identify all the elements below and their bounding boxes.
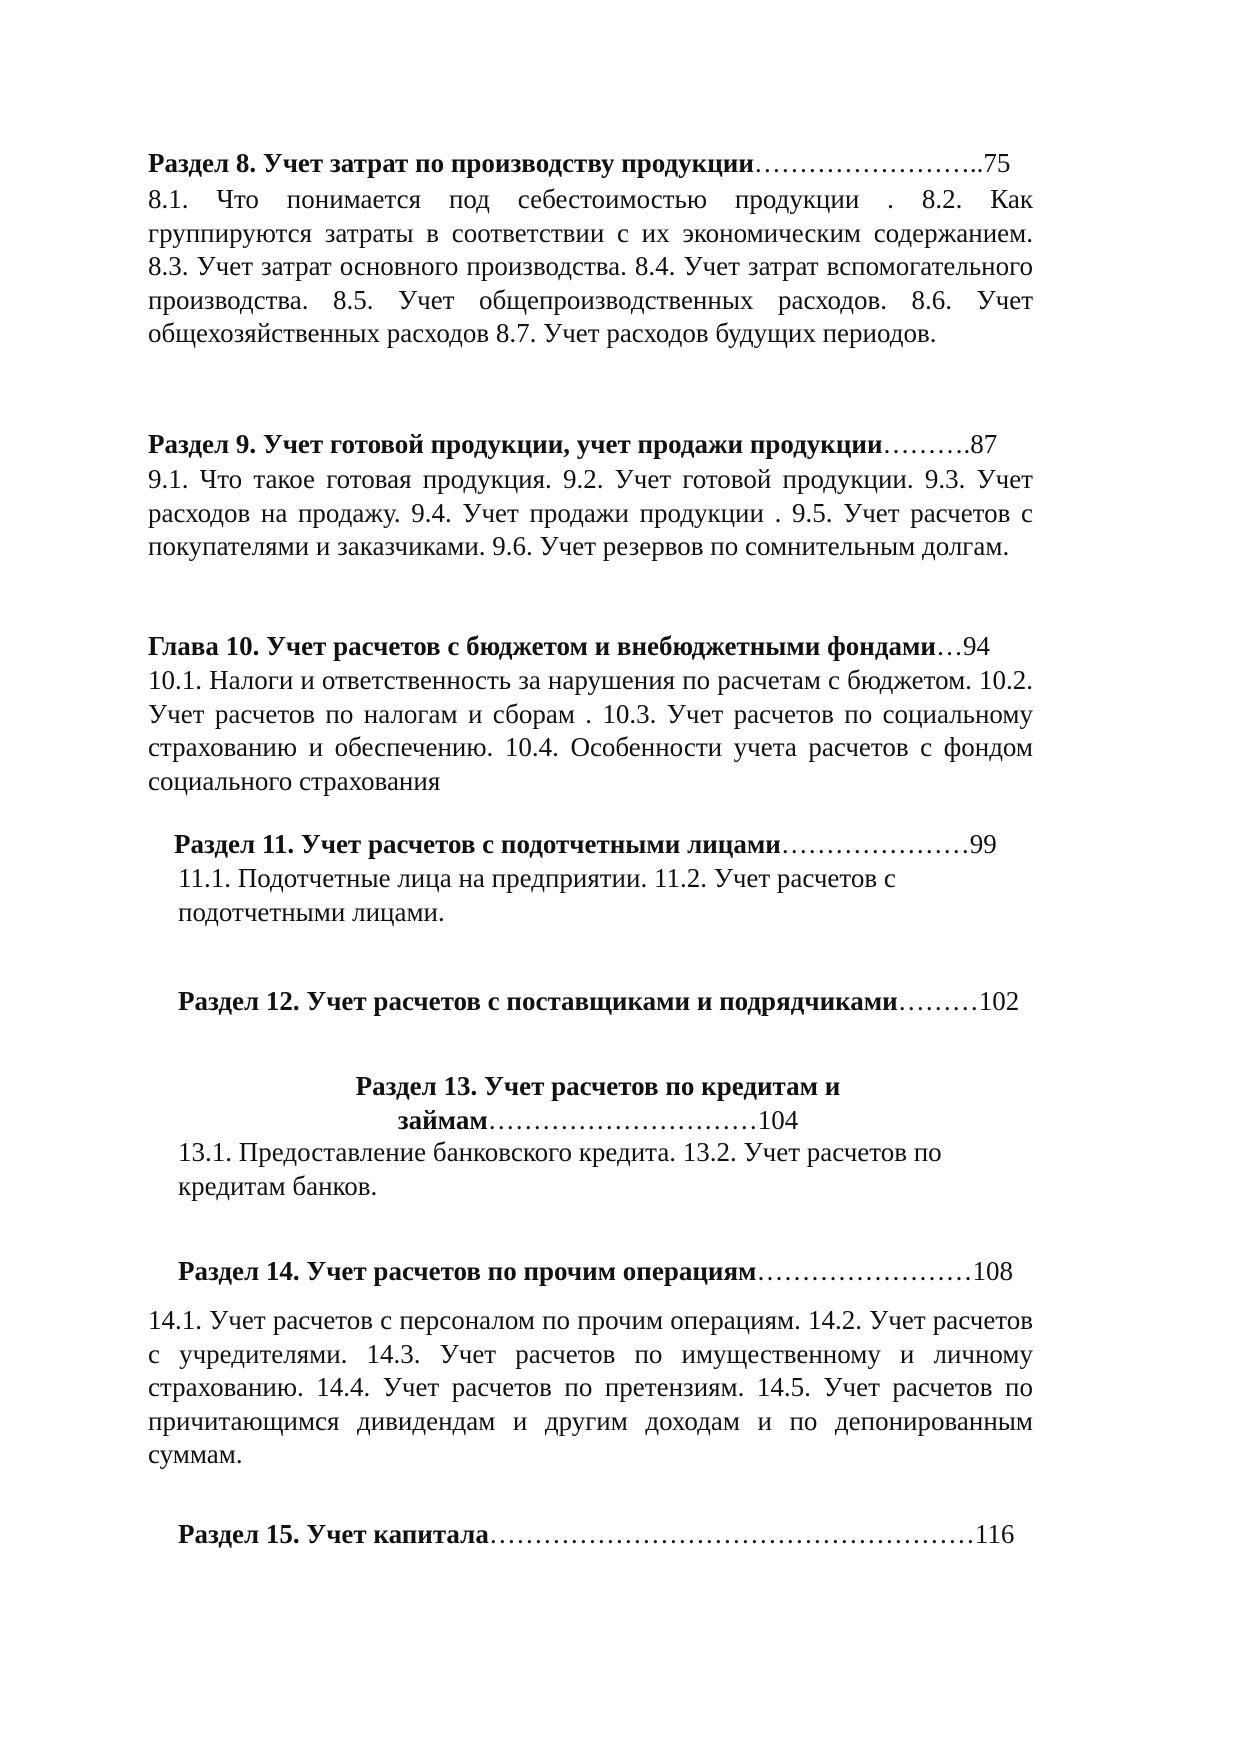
leader-dots: …………………….. (753, 148, 984, 178)
leader-dots: ………. (882, 429, 971, 459)
leader-dots: …………………… (756, 1256, 973, 1286)
toc-entry-10-heading (148, 630, 990, 664)
page-number: 102 (978, 986, 1020, 1016)
toc-entry-14-heading (178, 1255, 1013, 1289)
heading-text: Раздел 9. Учет готовой продукции, учет продажи продукции (148, 429, 883, 459)
toc-entry-9-heading (148, 428, 997, 462)
toc-entry-12-heading (178, 985, 1019, 1019)
toc-entry-9-description: 9.1. Что такое готовая продукция. 9.2. Учет готовой продукции. 9.3. Учет расходов на продажу. 9.4. Учет продажи продукции . 9.5. Учет расчетов с покупателями и заказчиками. 9.6. Учет резервов по сомнительным долгам. (148, 464, 1033, 561)
heading-line-1: Раздел 13. Учет расчетов по кредитам и (355, 1071, 841, 1101)
page-number: 104 (757, 1104, 799, 1135)
toc-entry-13-heading (148, 1070, 1048, 1137)
heading-text: Глава 10. Учет расчетов с бюджетом и внебюджетными фондами (148, 631, 936, 661)
heading-line-2 (148, 1104, 1048, 1138)
page-number: 108 (972, 1256, 1013, 1286)
heading-text: займам (397, 1104, 488, 1135)
toc-entry-15-heading (178, 1518, 1014, 1552)
toc-entry-8-description: 8.1. Что понимается под себестоимостью продукции . 8.2. Как группируются затраты в соответствии с их экономическим содержанием. 8.3. Учет затрат основного производства. 8.4. Учет затрат вспомогательного производства. 8.5. Учет общепроизводственных расходов. 8.6. Учет общехозяйственных расходов 8.7. Учет расходов будущих периодов. (148, 184, 1033, 348)
page-number: 94 (962, 631, 990, 661)
toc-entry-10-description: 10.1. Налоги и ответственность за нарушения по расчетам с бюджетом. 10.2. Учет расчетов по налогам и сборам . 10.3. Учет расчетов по социальному страхованию и обеспечению. 10.4. Особенности учета расчетов с фондом социального страхования (148, 665, 1033, 796)
heading-text: Раздел 8. Учет затрат по производству продукции (148, 148, 754, 178)
toc-entry-8-heading (148, 147, 1010, 181)
toc-entry-14-description: 14.1. Учет расчетов с персоналом по прочим операциям. 14.2. Учет расчетов с учредителями. 14.3. Учет расчетов по имущественному и личному страхованию. 14.4. Учет расчетов по претензиям. 14.5. Учет расчетов по причитающимся дивидендам и другим доходам и по депонированным суммам. (148, 1305, 1033, 1469)
heading-text: Раздел 15. Учет капитала (178, 1519, 489, 1549)
page-number: 99 (969, 829, 997, 859)
heading-text: Раздел 12. Учет расчетов с поставщиками и подрядчиками (178, 986, 898, 1016)
leader-dots: ………………………… (487, 1104, 758, 1135)
page-number: 75 (983, 148, 1011, 178)
toc-entry-11-description: 11.1. Подотчетные лица на предприятии. 11.2. Учет расчетов с подотчетными лицами. (178, 863, 896, 927)
leader-dots: ………………… (780, 829, 970, 859)
leader-dots: ……… (897, 986, 979, 1016)
toc-entry-13-description: 13.1. Предоставление банковского кредита. 13.2. Учет расчетов по кредитам банков. (178, 1137, 942, 1201)
heading-text: Раздел 11. Учет расчетов с подотчетными лицами (174, 829, 781, 859)
toc-entry-11-heading (174, 828, 997, 862)
leader-dots: … (935, 631, 963, 661)
leader-dots: ……………………………………………… (488, 1519, 975, 1549)
page-number: 116 (974, 1519, 1015, 1549)
page-number: 87 (970, 429, 998, 459)
heading-text: Раздел 14. Учет расчетов по прочим операциям (178, 1256, 757, 1286)
